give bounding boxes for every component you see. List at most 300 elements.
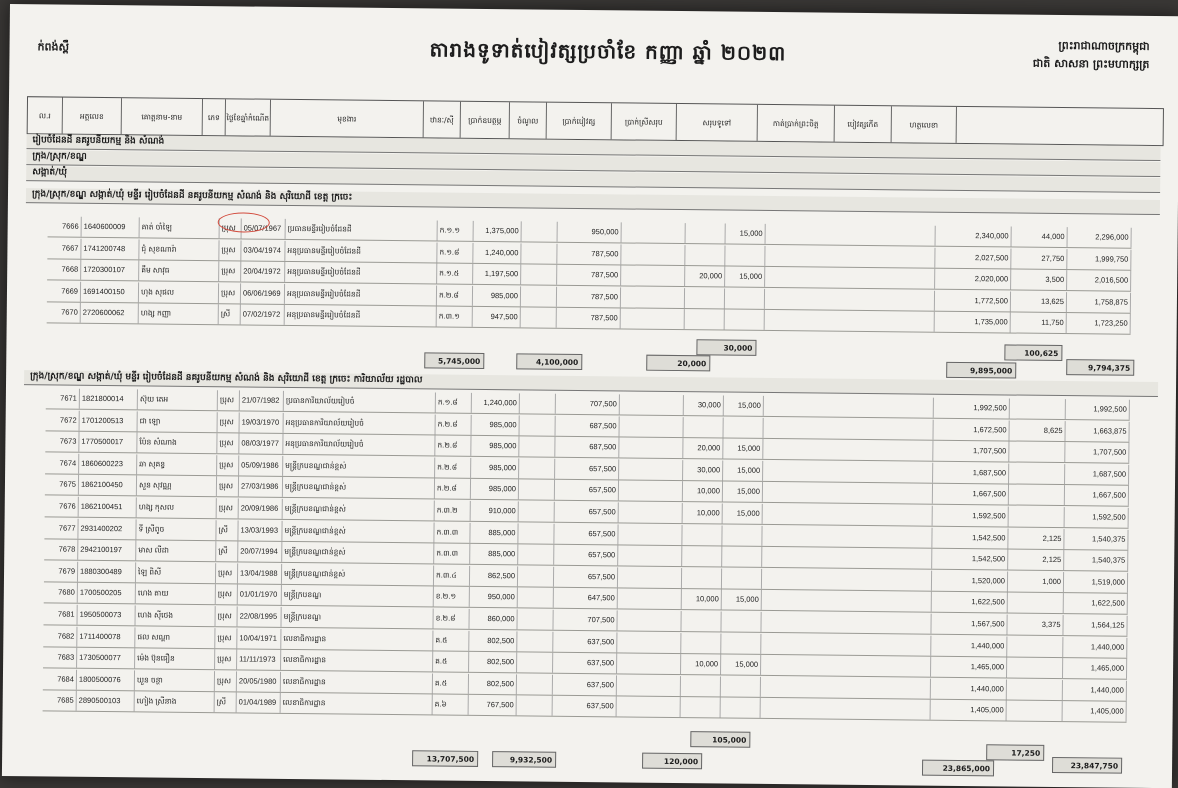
cell-empty bbox=[519, 458, 555, 478]
cell-empty bbox=[618, 524, 682, 545]
section-1-strip: ក្រុង/ស្រុក/ខណ្ឌ សង្កាត់/ឃុំ មន្ទីរ រៀបចំដែនដី នគរូបនីយកម្ម សំណង់ និង សុរិយោដី ខេត្ត ក្រចេះ bbox=[26, 188, 1160, 215]
cell-ded bbox=[1007, 658, 1063, 679]
cell-b: 15,000 bbox=[723, 439, 763, 459]
cell-no: 7682 bbox=[43, 626, 77, 646]
cell-base: 985,000 bbox=[471, 458, 519, 479]
cell-empty bbox=[761, 612, 931, 634]
cell-sex: ប្រុស bbox=[219, 240, 241, 260]
total-a-net: 9,794,375 bbox=[1066, 359, 1134, 376]
cell-sal: 787,500 bbox=[557, 287, 621, 308]
cell-name: ឡៃ ពិសី bbox=[136, 562, 216, 583]
cell-name: ហៀង ស្រីនាង bbox=[135, 692, 215, 713]
cell-net: 1,405,000 bbox=[1063, 701, 1127, 722]
cell-id: 1700500205 bbox=[78, 583, 136, 604]
cell-dob: 20/09/1986 bbox=[239, 498, 283, 518]
cell-empty bbox=[620, 394, 684, 415]
column-header: ប្រាក់បៀវត្ស bbox=[547, 103, 612, 140]
cell-empty bbox=[617, 610, 681, 631]
cell-id: 1741200748 bbox=[81, 238, 139, 259]
cell-post: ប្រធានការិយាល័យរៀបចំ bbox=[284, 391, 436, 413]
cell-empty bbox=[619, 459, 683, 480]
cell-empty bbox=[619, 481, 683, 502]
cell-ded bbox=[1008, 593, 1064, 614]
cell-dob: 08/03/1977 bbox=[239, 434, 283, 454]
cell-grade: គ.៦ bbox=[433, 695, 469, 715]
cell-dob: 05/09/1986 bbox=[239, 455, 283, 475]
cell-b: 15,000 bbox=[722, 590, 762, 610]
cell-b bbox=[722, 525, 762, 545]
cell-sal: 707,500 bbox=[553, 610, 617, 631]
column-header: ប្រាក់ស្រីសរុប bbox=[612, 103, 677, 140]
cell-dob: 20/04/1972 bbox=[241, 262, 285, 282]
cell-ded: 8,625 bbox=[1009, 420, 1065, 441]
cell-dob: 20/05/1980 bbox=[237, 671, 281, 691]
cell-name: ហេង ស៊ីថេង bbox=[136, 605, 216, 626]
cell-empty bbox=[766, 224, 936, 246]
cell-no: 7680 bbox=[44, 583, 78, 603]
cell-post: មន្ត្រីក្របខណ្ឌ bbox=[282, 585, 434, 607]
cell-ded bbox=[1009, 442, 1065, 463]
cell-name: ហេង តាយ bbox=[136, 584, 216, 605]
cell-sex: ស្រី bbox=[216, 520, 238, 540]
cell-name: ប៉ែន សំណាង bbox=[137, 433, 217, 454]
cell-sal: 657,500 bbox=[554, 523, 618, 544]
cell-ded: 2,125 bbox=[1008, 528, 1064, 549]
cell-sex: ប្រុស bbox=[218, 412, 240, 432]
cell-gross: 1,735,000 bbox=[935, 312, 1011, 333]
cell-sal: 637,500 bbox=[553, 675, 617, 696]
cell-sex: ប្រុស bbox=[217, 433, 239, 453]
cell-empty bbox=[761, 698, 931, 720]
cell-empty bbox=[517, 609, 553, 629]
cell-ded: 44,000 bbox=[1012, 227, 1068, 248]
cell-a: 10,000 bbox=[682, 589, 722, 609]
cell-dob: 01/01/1970 bbox=[238, 585, 282, 605]
cell-post: អនុប្រធានមន្ទីររៀបចំដែនដី bbox=[285, 240, 437, 262]
total-a-gross: 9,895,000 bbox=[946, 362, 1016, 379]
cell-dob: 22/08/1995 bbox=[237, 606, 281, 626]
cell-name: ជុំ សុខណារ៉ា bbox=[139, 239, 219, 260]
cell-grade: ក.៣.៣ bbox=[434, 522, 470, 542]
cell-empty bbox=[764, 396, 934, 418]
cell-a bbox=[686, 223, 726, 243]
cell-post: មន្ត្រីក្របខណ្ឌជាន់ខ្ពស់ bbox=[282, 520, 434, 542]
cell-sex: ប្រុស bbox=[217, 455, 239, 475]
cell-net: 1,663,875 bbox=[1065, 421, 1129, 442]
total-b-salary: 9,932,500 bbox=[492, 751, 556, 768]
cell-b bbox=[722, 568, 762, 588]
cell-ded bbox=[1009, 463, 1065, 484]
cell-b bbox=[722, 547, 762, 567]
cell-name: ហង្ស កុសល bbox=[137, 497, 217, 518]
cell-dob: 10/04/1971 bbox=[237, 628, 281, 648]
cell-net: 1,540,375 bbox=[1064, 529, 1128, 550]
cell-ded: 2,125 bbox=[1008, 550, 1064, 571]
kingdom-line-2: ជាតិ សាសនា ព្រះមហាក្សត្រ bbox=[1032, 56, 1150, 71]
cell-grade: ក.២.៨ bbox=[435, 479, 471, 499]
cell-id: 1800500076 bbox=[77, 670, 135, 691]
cell-post: អនុប្រធានមន្ទីររៀបចំដែនដី bbox=[285, 262, 437, 284]
cell-base: 947,500 bbox=[473, 307, 521, 328]
cell-empty bbox=[621, 287, 685, 308]
column-header: អត្តលេខ bbox=[63, 98, 122, 135]
cell-no: 7676 bbox=[45, 496, 79, 516]
cell-net: 1,540,375 bbox=[1064, 550, 1128, 571]
cell-empty bbox=[517, 653, 553, 673]
cell-sal: 657,500 bbox=[554, 545, 618, 566]
cell-sal: 637,500 bbox=[553, 653, 617, 674]
cell-sex: ប្រុស bbox=[215, 628, 237, 648]
total-a-salary: 4,100,000 bbox=[516, 353, 582, 370]
cell-id: 1821800014 bbox=[80, 389, 138, 410]
cell-sex: ប្រុស bbox=[215, 606, 237, 626]
column-header: ចំណូល bbox=[510, 102, 547, 138]
cell-base: 1,240,000 bbox=[472, 393, 520, 414]
cell-empty bbox=[763, 461, 933, 483]
cell-sal: 657,500 bbox=[555, 502, 619, 523]
cell-base: 910,000 bbox=[471, 501, 519, 522]
cell-empty bbox=[618, 546, 682, 567]
cell-a bbox=[685, 245, 725, 265]
cell-name: ឃួន ចន្ថា bbox=[135, 670, 215, 691]
cell-post: អនុប្រធានការិយាល័យរៀបចំ bbox=[284, 412, 436, 434]
cell-empty bbox=[763, 504, 933, 526]
cell-gross: 2,027,500 bbox=[935, 247, 1011, 268]
cell-empty bbox=[521, 243, 557, 263]
cell-b: 15,000 bbox=[724, 395, 764, 415]
cell-a bbox=[681, 611, 721, 631]
cell-gross: 1,592,500 bbox=[933, 506, 1009, 527]
cell-b: 15,000 bbox=[725, 267, 765, 287]
cell-sal: 657,500 bbox=[555, 480, 619, 501]
cell-sex: ប្រុស bbox=[219, 261, 241, 281]
cell-grade: ខ.២.៨ bbox=[433, 608, 469, 628]
cell-id: 1730500077 bbox=[77, 648, 135, 669]
total-a-deduction: 100,625 bbox=[1004, 344, 1062, 361]
cell-net: 1,667,500 bbox=[1065, 485, 1129, 506]
cell-sex: ស្រី bbox=[215, 693, 237, 713]
cell-post: មន្ត្រីក្របខណ្ឌជាន់ខ្ពស់ bbox=[282, 542, 434, 564]
cell-empty bbox=[617, 697, 681, 718]
cell-empty bbox=[763, 482, 933, 504]
cell-a: 20,000 bbox=[685, 266, 725, 286]
cell-sal: 787,500 bbox=[557, 265, 621, 286]
column-header: គោត្តនាម-នាម bbox=[122, 98, 203, 135]
cell-gross: 1,667,500 bbox=[933, 484, 1009, 505]
cell-id: 2890500103 bbox=[77, 691, 135, 712]
cell-b: 15,000 bbox=[723, 482, 763, 502]
cell-empty bbox=[621, 244, 685, 265]
cell-base: 985,000 bbox=[472, 414, 520, 435]
cell-empty bbox=[761, 655, 931, 677]
cell-sex: ស្រី bbox=[219, 305, 241, 325]
cell-ded: 1,000 bbox=[1008, 571, 1064, 592]
cell-dob: 11/11/1973 bbox=[237, 650, 281, 670]
cell-no: 7683 bbox=[43, 648, 77, 668]
cell-empty bbox=[517, 674, 553, 694]
cell-gross: 1,992,500 bbox=[934, 398, 1010, 419]
cell-id: 1640600009 bbox=[82, 217, 140, 238]
cell-sal: 687,500 bbox=[556, 415, 620, 436]
cell-a bbox=[681, 697, 721, 717]
cell-empty bbox=[765, 267, 935, 289]
cell-id: 2931400202 bbox=[78, 518, 136, 539]
cell-a bbox=[684, 417, 724, 437]
cell-post: ប្រធានមន្ទីររៀបចំដែនដី bbox=[286, 219, 438, 241]
cell-empty bbox=[521, 308, 557, 328]
cell-base: 802,500 bbox=[469, 630, 517, 651]
cell-empty bbox=[521, 265, 557, 285]
cell-no: 7666 bbox=[48, 216, 82, 236]
cell-a bbox=[685, 288, 725, 308]
cell-grade: ខ.២.១ bbox=[434, 587, 470, 607]
total-b-deduction: 17,250 bbox=[986, 744, 1044, 761]
cell-empty bbox=[517, 696, 553, 716]
cell-no: 7684 bbox=[43, 669, 77, 689]
cell-a bbox=[681, 676, 721, 696]
cell-a bbox=[685, 309, 725, 329]
cell-id: 2942100197 bbox=[78, 540, 136, 561]
cell-id: 1880300489 bbox=[78, 562, 136, 583]
cell-no: 7674 bbox=[45, 453, 79, 473]
total-b-extra: 105,000 bbox=[690, 731, 750, 748]
cell-empty bbox=[621, 309, 685, 330]
cell-sal: 637,500 bbox=[553, 631, 617, 652]
cell-sal: 687,500 bbox=[555, 437, 619, 458]
cell-b bbox=[725, 245, 765, 265]
cell-id: 1862100451 bbox=[79, 497, 137, 518]
cell-empty bbox=[762, 569, 932, 591]
cell-sal: 637,500 bbox=[553, 696, 617, 717]
cell-net: 1,622,500 bbox=[1064, 593, 1128, 614]
cell-ded: 13,625 bbox=[1011, 291, 1067, 312]
cell-base: 885,000 bbox=[470, 522, 518, 543]
cell-no: 7685 bbox=[43, 691, 77, 711]
cell-sal: 787,500 bbox=[557, 308, 621, 329]
cell-no: 7672 bbox=[46, 410, 80, 430]
column-header: មុខងារ bbox=[271, 100, 424, 138]
cell-sal: 657,500 bbox=[554, 567, 618, 588]
cell-dob: 13/04/1988 bbox=[238, 563, 282, 583]
cell-no: 7668 bbox=[47, 260, 81, 280]
cell-ded bbox=[1007, 636, 1063, 657]
cell-name: ផល សណ្ដា bbox=[135, 627, 215, 648]
cell-empty bbox=[520, 415, 556, 435]
cell-gross: 1,440,000 bbox=[931, 635, 1007, 656]
cell-net: 1,519,000 bbox=[1064, 572, 1128, 593]
cell-sex: ប្រុស bbox=[217, 477, 239, 497]
cell-id: 2720600062 bbox=[81, 303, 139, 324]
cell-b bbox=[721, 633, 761, 653]
section-2-strip: ក្រុង/ស្រុក/ខណ្ឌ សង្កាត់/ឃុំ មន្ទីរ រៀបចំដែនដី នគរូបនីយកម្ម សំណង់ និង សុរិយោដី ខេត្ត ក្រចេះ ការិយាល័យ រដ្ឋបាល bbox=[24, 370, 1158, 397]
cell-empty bbox=[762, 590, 932, 612]
cell-net: 1,564,125 bbox=[1063, 615, 1127, 636]
cell-empty bbox=[617, 632, 681, 653]
cell-empty bbox=[519, 437, 555, 457]
cell-no: 7675 bbox=[45, 475, 79, 495]
cell-id: 1860600223 bbox=[79, 454, 137, 475]
cell-empty bbox=[619, 502, 683, 523]
cell-dob: 06/06/1969 bbox=[241, 283, 285, 303]
cell-no: 7679 bbox=[44, 561, 78, 581]
cell-ded: 11,750 bbox=[1011, 313, 1067, 334]
cell-gross: 1,772,500 bbox=[935, 290, 1011, 311]
cell-grade: គ.៥ bbox=[433, 630, 469, 650]
cell-base: 1,375,000 bbox=[474, 221, 522, 242]
column-header: ថ្ងៃខែឆ្នាំកំណើត bbox=[226, 99, 271, 135]
cell-post: លេខាធិការដ្ឋាន bbox=[281, 693, 433, 715]
cell-empty bbox=[762, 547, 932, 569]
cell-post: មន្ត្រីក្របខណ្ឌជាន់ខ្ពស់ bbox=[283, 499, 435, 521]
cell-grade: ក.២.៨ bbox=[435, 457, 471, 477]
cell-base: 862,500 bbox=[470, 566, 518, 587]
payroll-sheet bbox=[2, 4, 1178, 788]
cell-net: 1,592,500 bbox=[1065, 507, 1129, 528]
cell-base: 1,197,500 bbox=[473, 264, 521, 285]
cell-ded bbox=[1007, 679, 1063, 700]
cell-empty bbox=[761, 677, 931, 699]
cell-grade: ក.១.១ bbox=[438, 220, 474, 240]
cell-no: 7669 bbox=[47, 281, 81, 301]
cell-b: 15,000 bbox=[726, 224, 766, 244]
cell-base: 860,000 bbox=[469, 609, 517, 630]
cell-b bbox=[725, 310, 765, 330]
dept-strip: រៀបចំដែនដី នគរូបនីយកម្ម និង សំណង់ bbox=[26, 134, 1160, 161]
cell-base: 985,000 bbox=[471, 436, 519, 457]
cell-grade: ក.៣.៤ bbox=[434, 565, 470, 585]
cell-empty bbox=[763, 439, 933, 461]
cell-a: 10,000 bbox=[683, 503, 723, 523]
cell-net: 1,440,000 bbox=[1063, 680, 1127, 701]
cell-gross: 1,520,000 bbox=[932, 570, 1008, 591]
cell-base: 1,240,000 bbox=[473, 242, 521, 263]
cell-post: មន្ត្រីក្របខណ្ឌជាន់ខ្ពស់ bbox=[283, 477, 435, 499]
cell-a: 10,000 bbox=[683, 481, 723, 501]
cell-name: ម៉េង ប៊ុនធឿន bbox=[135, 649, 215, 670]
cell-grade: ក.២.៨ bbox=[436, 414, 472, 434]
cell-empty bbox=[761, 633, 931, 655]
cell-b bbox=[721, 676, 761, 696]
cell-dob: 20/07/1994 bbox=[238, 542, 282, 562]
cell-id: 1950500073 bbox=[78, 605, 136, 626]
cell-gross: 2,020,000 bbox=[935, 269, 1011, 290]
cell-name: គាត់ ចាំឡៃ bbox=[140, 217, 220, 238]
kingdom-motto bbox=[1033, 37, 1150, 74]
cell-gross: 1,440,000 bbox=[931, 678, 1007, 699]
column-header: ភេទ bbox=[203, 99, 226, 135]
cell-no: 7681 bbox=[44, 604, 78, 624]
cell-no: 7673 bbox=[45, 432, 79, 452]
cell-base: 950,000 bbox=[470, 587, 518, 608]
cell-grade: ក.១.៨ bbox=[437, 242, 473, 262]
cell-base: 985,000 bbox=[473, 286, 521, 307]
date-highlight-circle bbox=[218, 212, 270, 233]
cell-name: ហង្ស កញ្ញា bbox=[139, 304, 219, 325]
total-a-extra: 30,000 bbox=[696, 339, 756, 356]
cell-empty bbox=[765, 246, 935, 268]
cell-id: 1770500017 bbox=[79, 432, 137, 453]
cell-empty bbox=[765, 310, 935, 332]
cell-sal: 787,500 bbox=[557, 243, 621, 264]
cell-sex: ប្រុស bbox=[220, 218, 242, 238]
cell-name: មាស លីដា bbox=[136, 541, 216, 562]
cell-gross: 1,567,500 bbox=[931, 614, 1007, 635]
cell-b: 15,000 bbox=[723, 503, 763, 523]
cell-ded bbox=[1009, 506, 1065, 527]
cell-empty bbox=[518, 566, 554, 586]
cell-empty bbox=[517, 631, 553, 651]
cell-post: អនុប្រធានការិយាល័យរៀបចំ bbox=[283, 434, 435, 456]
column-header: បៀវត្សកើត bbox=[835, 106, 892, 143]
cell-dob: 21/07/1982 bbox=[240, 390, 284, 410]
cell-sex: ស្រី bbox=[216, 541, 238, 561]
cell-no: 7667 bbox=[47, 238, 81, 258]
cell-b bbox=[721, 698, 761, 718]
cell-grade: ក.២.៨ bbox=[437, 285, 473, 305]
cell-id: 1720300107 bbox=[81, 260, 139, 281]
cell-post: លេខាធិការដ្ឋាន bbox=[281, 650, 433, 672]
document-title: តារាងទូទាត់បៀវត្សប្រចាំខែ កញ្ញា ឆ្នាំ ២០២៣ bbox=[429, 37, 787, 66]
cell-empty bbox=[762, 526, 932, 548]
cell-gross: 1,465,000 bbox=[931, 657, 1007, 678]
cell-gross: 1,707,500 bbox=[933, 441, 1009, 462]
column-header: ល.រ bbox=[28, 97, 63, 133]
cell-sex: ប្រុស bbox=[215, 671, 237, 691]
cell-gross: 1,622,500 bbox=[932, 592, 1008, 613]
cell-b: 15,000 bbox=[721, 655, 761, 675]
cell-net: 1,758,875 bbox=[1067, 292, 1131, 313]
cell-empty bbox=[519, 501, 555, 521]
cell-no: 7677 bbox=[44, 518, 78, 538]
cell-base: 802,500 bbox=[469, 652, 517, 673]
cell-grade: គ.៥ bbox=[433, 673, 469, 693]
total-a-base: 5,745,000 bbox=[424, 352, 484, 369]
document-ref: ក់ពង់ស្ពឺ bbox=[37, 40, 70, 54]
cell-post: អនុប្រធានមន្ទីររៀបចំដែនដី bbox=[285, 284, 437, 306]
cell-name: គឹម សាវុធ bbox=[139, 261, 219, 282]
commune-strip: សង្កាត់/ឃុំ bbox=[26, 166, 1160, 193]
cell-grade: គ.៥ bbox=[433, 652, 469, 672]
cell-id: 1701200513 bbox=[80, 410, 138, 431]
cell-sex: ប្រុស bbox=[216, 585, 238, 605]
cell-empty bbox=[618, 589, 682, 610]
cell-gross: 1,672,500 bbox=[933, 419, 1009, 440]
cell-empty bbox=[765, 289, 935, 311]
column-header: សរុបទូទៅ bbox=[677, 104, 758, 141]
district-strip: ក្រុង/ស្រុក/ខណ្ឌ bbox=[26, 150, 1160, 177]
total-b-net: 23,847,750 bbox=[1052, 757, 1122, 774]
cell-base: 985,000 bbox=[471, 479, 519, 500]
cell-b bbox=[721, 611, 761, 631]
cell-empty bbox=[617, 654, 681, 675]
cell-sal: 647,500 bbox=[554, 588, 618, 609]
cell-gross: 1,542,500 bbox=[932, 527, 1008, 548]
cell-grade: ក.១.៥ bbox=[437, 264, 473, 284]
cell-ded: 3,500 bbox=[1011, 270, 1067, 291]
cell-sal: 950,000 bbox=[558, 222, 622, 243]
cell-id: 1862100450 bbox=[79, 475, 137, 496]
cell-a: 30,000 bbox=[684, 395, 724, 415]
cell-name: ស៊ុយ តេអ bbox=[138, 389, 218, 410]
cell-empty bbox=[518, 545, 554, 565]
cell-empty bbox=[622, 222, 686, 243]
total-b-allowance: 120,000 bbox=[642, 753, 702, 770]
cell-b bbox=[725, 288, 765, 308]
cell-ded bbox=[1007, 701, 1063, 722]
cell-empty bbox=[518, 588, 554, 608]
cell-b bbox=[724, 417, 764, 437]
cell-dob: 19/03/1970 bbox=[240, 412, 284, 432]
